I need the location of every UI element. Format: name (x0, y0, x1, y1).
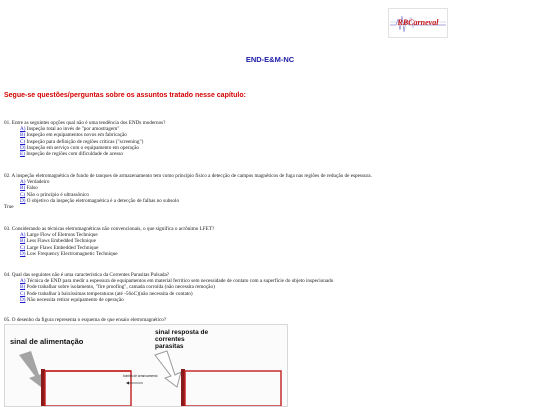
question-text: 02. A inspeção eletromagnética de fundo de tanques de armazenamento tem como princípio físico a detecção de campos magnéticos de fuga nas regiões de redução de espessura. (4, 173, 372, 179)
option-text: Less Flaws Embedded Technique (26, 238, 96, 245)
option-text: Inspeção em equipamentos novos em fabricação (26, 132, 127, 139)
response-label-line: parasitas (155, 343, 184, 350)
answer-text: True (4, 204, 14, 211)
option-letter[interactable]: C) (20, 191, 26, 198)
option-text: Pode trabalhar à baixíssimas temperaturas (até -56oC)(não necessita de contato) (26, 290, 193, 297)
option-text: Falso (26, 185, 38, 192)
question-text: 05. O desenho da figura representa o esquema de que ensaio eletromagnético? (4, 317, 167, 323)
question-2 (4, 173, 536, 210)
response-signal-label (155, 329, 208, 350)
option-text: Inspeção em serviço com o equipamento em operação (26, 144, 139, 151)
option-letter[interactable]: A) (20, 126, 26, 133)
option-list (20, 179, 536, 204)
option-text: Verdadeiro (26, 179, 50, 186)
question-text: 03. Considerando as técnicas eletromagnéticas não convencionais, o que significa o acrônimo LFET? (4, 226, 215, 232)
logo-text: RBCarneval (397, 18, 439, 27)
option-letter[interactable]: D) (20, 197, 26, 204)
option-letter[interactable]: E) (20, 151, 25, 158)
question-4 (4, 272, 536, 303)
question-1 (4, 120, 536, 157)
option-list (20, 278, 536, 303)
response-label-line: correntes (155, 336, 185, 343)
response-label-line: sinal resposta de (155, 329, 209, 336)
option-text: Large Flaws Embedded Technique (26, 244, 99, 251)
intro-heading: Segue-se questões/perguntas sobre os assuntos tratado nesse capítulo: (4, 92, 246, 99)
option-letter[interactable]: C) (20, 138, 26, 145)
option-text: Técnica de END para medir a espessura de equipamentos em material ferrítico sem necessidade de contato com a superfície do objeto inspecionado (26, 278, 334, 285)
option-text: Low Frequency Electromagnetic Technique (26, 250, 118, 257)
question-text: 04. Qual das seguintes não é uma característica da Correntes Parasitas Pulsada? (4, 272, 170, 278)
left-plate (45, 371, 131, 406)
option-letter[interactable]: B) (20, 185, 26, 192)
option-list (20, 126, 536, 157)
question-text: 01. Entre as seguintes opções qual não é uma tendência dos ENDs modernos? (4, 120, 166, 126)
option-text: Não necessita retirar equipamento de operação (26, 296, 124, 303)
option-letter[interactable]: C) (20, 244, 26, 251)
option-text: Não o princípio é ultrassônico (26, 191, 90, 198)
question-5 (4, 317, 536, 323)
option-list (20, 232, 536, 257)
option-letter[interactable]: D) (20, 250, 26, 257)
gap-arrow-head (126, 382, 129, 385)
option-text: Inspeção total ao invés de "por amostragem" (26, 126, 120, 133)
question-3 (4, 226, 536, 257)
option-d (20, 251, 536, 257)
option-e (20, 151, 536, 157)
option-text: Inspeção para definição de regiões críticas ("screening") (26, 138, 144, 145)
option-letter[interactable]: A) (20, 232, 26, 239)
response-arrow (155, 351, 181, 387)
option-letter[interactable]: D) (20, 144, 26, 151)
option-letter[interactable]: D) (20, 296, 26, 303)
option-letter[interactable]: A) (20, 179, 26, 186)
page-title: END-E&M-NC (245, 55, 295, 64)
right-plate (185, 371, 281, 406)
option-letter[interactable]: B) (20, 284, 26, 291)
option-text: Inspeção de regiões com dificuldade de acesso (26, 151, 123, 158)
option-text: Large Flow of Eletrons Technique (26, 232, 98, 239)
eddy-current-diagram (4, 324, 288, 407)
option-text: Pode trabalhar sobre isolamento, "fire proofing", camada corroída (não necessita remoção) (26, 284, 215, 291)
option-d (20, 297, 536, 303)
feed-signal-label: sinal de alimentação (10, 337, 84, 346)
option-letter[interactable]: B) (20, 132, 26, 139)
gap-label: bobina de arrancamento (123, 374, 158, 378)
option-text: O objetivo da inspeção eletromagnética é a detecção de falhas no subsolo (26, 197, 180, 204)
rbcarneval-logo (388, 8, 448, 38)
option-letter[interactable]: B) (20, 238, 26, 245)
option-letter[interactable]: A) (20, 278, 26, 285)
option-letter[interactable]: C) (20, 290, 26, 297)
